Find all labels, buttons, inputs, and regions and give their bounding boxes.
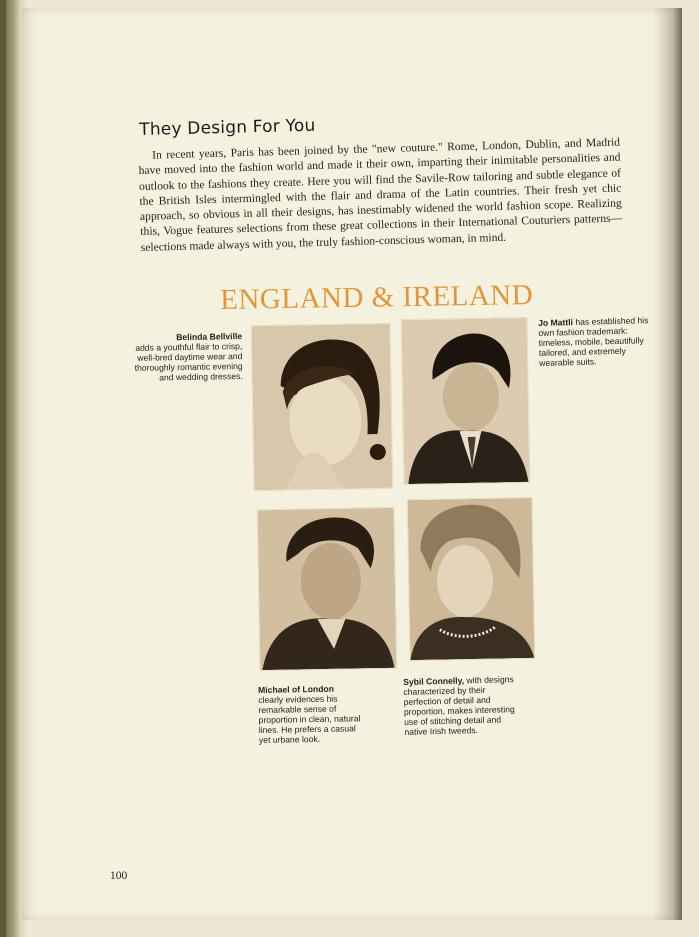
photo-sybil-connelly — [407, 497, 536, 661]
designer-name: Belinda Bellville — [176, 331, 243, 343]
caption-michael-of-london — [258, 683, 369, 745]
caption-sybil-connelly — [403, 674, 517, 737]
designer-description: adds a youthful flair to crisp, well-bred daytime wear and thoroughly romantic evening and wedding dresses. — [134, 340, 243, 383]
caption-belinda-bellville — [132, 331, 243, 383]
caption-jo-mattli — [538, 315, 651, 368]
designer-description: with designs characterized by their perfection of detail and proportion, makes interesting use of stitching detail and native Irish tweeds. — [403, 674, 515, 737]
section-title: ENGLAND & IRELAND — [220, 279, 534, 316]
photo-jo-mattli — [401, 317, 531, 485]
magazine-page — [22, 8, 682, 920]
designer-name: Sybil Connelly, — [403, 675, 465, 687]
article-heading: They Design For You — [139, 115, 316, 140]
designer-name: Jo Mattli — [538, 317, 574, 328]
photo-belinda-bellville — [251, 323, 394, 491]
designer-description: has established his own fashion trademark: timeless, mobile, beautifully tailored, and extremely wearable suits. — [538, 315, 649, 368]
designer-name: Michael of London — [258, 683, 335, 695]
article-intro: In recent years, Paris has been joined by the "new couture." Rome, London, Dublin, and Madrid have moved into the fashion world and made it their own, imparting their inimitable personalities and outlook to the fashions they create. Here you will find the Savile-Row tailoring and subtle elegance of the British Isles intermingled with the flair and drama of the Latin countries. Their fresh yet chic approach, so obvious in all their designs, has inestimably widened the world fashion scope. Realizing this, Vogue features selections from these great collections in their International Couturiers patterns—selections made always with you, the truly fashion-conscious woman, in mind. — [138, 135, 623, 254]
photo-michael-of-london — [257, 507, 398, 671]
designer-description: clearly evidences his remarkable sense of proportion in clean, natural lines. He prefers a casual yet urbane look. — [258, 693, 361, 745]
page-curl-shadow — [652, 8, 682, 920]
page-number: 100 — [110, 870, 128, 882]
